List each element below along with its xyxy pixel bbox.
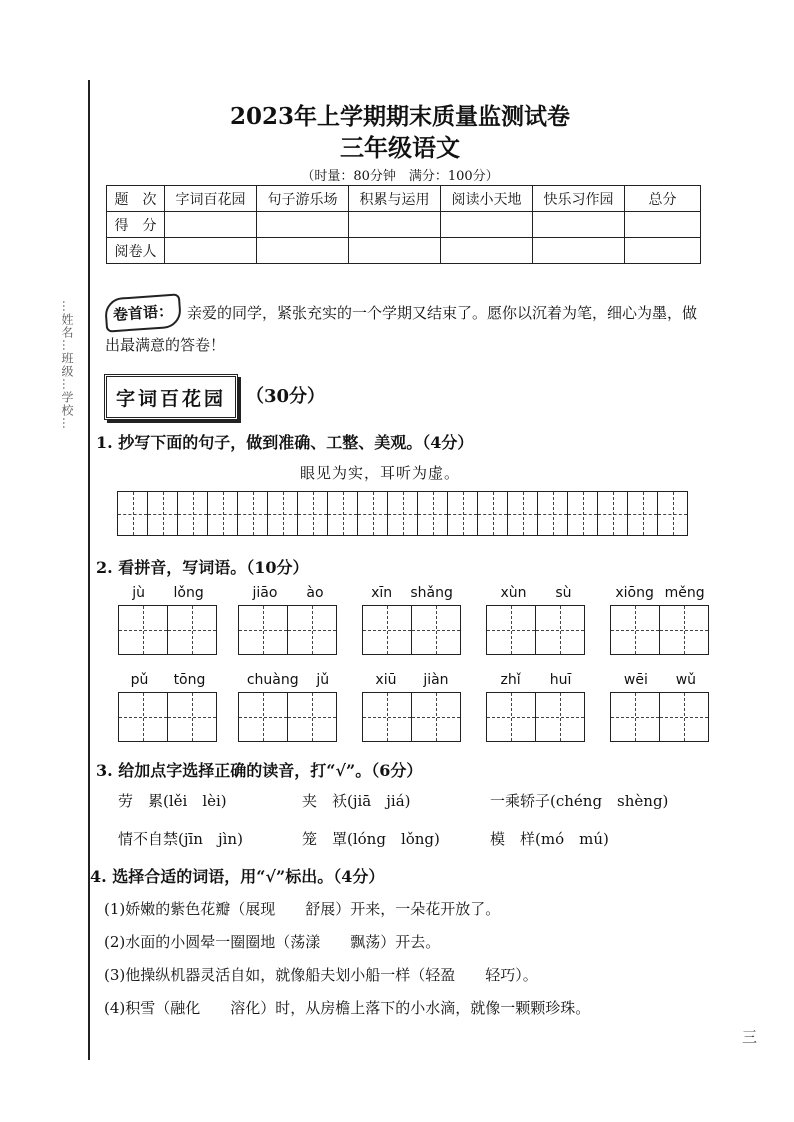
answer-box[interactable] [118,692,168,742]
answer-box[interactable] [362,692,412,742]
pinyin-label [362,672,462,692]
answer-box[interactable] [610,605,660,655]
pinyin-syllable: ào [306,585,324,601]
pinyin-item [362,585,462,655]
q4-line[interactable]: (4)积雪（融化 溶化）时，从房檐上落下的小水滴，就像一颗颗珍珠。 [104,999,591,1017]
answer-box[interactable] [287,605,337,655]
pinyin-syllable: huī [549,672,572,688]
q4-line[interactable]: (3)他操纵机器灵活自如，就像船夫划小船一样（轻盈 轻巧）。 [104,966,538,984]
score-header-cell: 积累与运用 [349,186,441,212]
score-cell[interactable] [349,238,441,264]
answer-box[interactable] [167,692,217,742]
pinyin-syllable: jiàn [423,672,449,688]
grid-cell[interactable] [387,491,418,536]
answer-box[interactable] [238,605,288,655]
pinyin-syllable: xùn [500,585,527,601]
pinyin-syllable: xiū [375,672,397,688]
pinyin-label [610,672,710,692]
pinyin-item [118,585,218,655]
pinyin-item [362,672,462,742]
answer-box[interactable] [411,692,461,742]
score-header-cell: 题 次 [107,186,165,212]
q4-line[interactable]: (2)水面的小圆晕一圈圈地（荡漾 飘荡）开去。 [104,933,441,951]
question-1 [96,430,473,453]
score-header-cell: 句子游乐场 [257,186,349,212]
preface-badge: 卷首语： [104,293,182,332]
pinyin-label [118,672,218,692]
grid-cell[interactable] [357,491,388,536]
score-table-row [107,212,701,238]
pinyin-syllable: jiāo [252,585,278,601]
question-4 [90,864,384,887]
pinyin-item [486,585,586,655]
pinyin-item [238,585,338,655]
pinyin-syllable: wǔ [675,672,697,688]
copy-sentence: 眼见为实，耳听为虚。 [300,464,461,482]
score-header-cell: 阅读小天地 [441,186,533,212]
pinyin-label [118,585,218,605]
pinyin-syllable: xiōng [615,585,654,601]
pinyin-syllable: wēi [623,672,648,688]
score-cell[interactable] [441,212,533,238]
grid-cell[interactable] [537,491,568,536]
q3-option[interactable]: 一乘轿子(chéng shèng) [490,792,669,810]
answer-box[interactable] [659,605,709,655]
answer-box[interactable] [167,605,217,655]
pinyin-answer-boxes[interactable] [238,605,338,655]
grid-cell[interactable] [117,491,148,536]
q3-option[interactable]: 模 样(mó mú) [490,830,609,848]
score-cell[interactable] [441,238,533,264]
grid-cell[interactable] [207,491,238,536]
pinyin-answer-boxes[interactable] [238,692,338,742]
q3-option[interactable]: 劳 累(lěi lèi) [118,792,227,810]
binding-line [88,80,90,1060]
q3-option[interactable]: 夹 袄(jiā jiá) [302,792,411,810]
question-2 [96,555,309,578]
score-header-cell: 字词百花园 [165,186,257,212]
grid-cell[interactable] [147,491,178,536]
section-title-box: 字词百花园 [104,374,238,420]
pinyin-syllable: měng [664,585,705,601]
answer-box[interactable] [610,692,660,742]
grid-cell[interactable] [567,491,598,536]
score-cell[interactable] [165,238,257,264]
q3-option[interactable]: 情不自禁(jīn jìn) [118,830,243,848]
binding-side-text: …姓名…班级…学校… [60,300,74,430]
pinyin-answer-boxes[interactable] [486,605,586,655]
pinyin-syllable: jǔ [316,672,330,688]
pinyin-syllable: zhǐ [500,672,521,688]
answer-box[interactable] [535,605,585,655]
answer-box[interactable] [535,692,585,742]
answer-box[interactable] [659,692,709,742]
score-cell[interactable] [625,238,701,264]
exam-title: 2023年上学期期末质量监测试卷 [229,103,570,130]
score-cell[interactable] [533,238,625,264]
grid-cell[interactable] [627,491,658,536]
grid-cell[interactable] [417,491,448,536]
pinyin-syllable: chuàng [246,672,299,688]
grid-cell[interactable] [267,491,298,536]
pinyin-syllable: sù [555,585,572,601]
answer-box[interactable] [411,605,461,655]
question-number: 2. [96,558,113,577]
answer-box[interactable] [118,605,168,655]
pinyin-label [238,585,338,605]
question-text: 给加点字选择正确的读音，打“√”。（6分） [118,761,423,780]
pinyin-item [238,672,338,742]
pinyin-label [362,585,462,605]
exam-meta: （时量：80分钟 满分：100分） [301,169,499,184]
writing-grid[interactable] [118,491,688,536]
pinyin-syllable: pǔ [130,672,149,688]
grid-cell[interactable] [657,491,688,536]
answer-box[interactable] [238,692,288,742]
pinyin-answer-boxes[interactable] [118,692,218,742]
q3-option[interactable]: 笼 罩(lóng lǒng) [302,830,440,848]
pinyin-answer-boxes[interactable] [486,692,586,742]
pinyin-item [610,585,710,655]
question-number: 3. [96,761,113,780]
pinyin-item [610,672,710,742]
page-corner-mark: 三 [742,1028,758,1046]
pinyin-label [610,585,710,605]
pinyin-answer-boxes[interactable] [118,605,218,655]
pinyin-item [118,672,218,742]
pinyin-answer-boxes[interactable] [610,605,710,655]
question-3 [96,758,422,781]
score-header-cell: 总分 [625,186,701,212]
question-text: 抄写下面的句子，做到准确、工整、美观。（4分） [118,433,474,452]
grid-cell[interactable] [447,491,478,536]
answer-box[interactable] [287,692,337,742]
pinyin-syllable: tōng [173,672,206,688]
score-cell[interactable] [165,212,257,238]
answer-box[interactable] [362,605,412,655]
pinyin-label [486,585,586,605]
score-cell[interactable] [625,212,701,238]
score-table-row [107,238,701,264]
grid-cell[interactable] [327,491,358,536]
preface [105,296,705,360]
score-table [106,185,701,264]
pinyin-syllable: xīn [371,585,393,601]
grid-cell[interactable] [507,491,538,536]
grid-cell[interactable] [297,491,328,536]
score-cell[interactable] [257,212,349,238]
score-header-cell: 快乐习作园 [533,186,625,212]
exam-subtitle: 三年级语文 [340,133,460,162]
score-cell[interactable] [257,238,349,264]
pinyin-answer-boxes[interactable] [362,692,462,742]
pinyin-label [238,672,338,692]
answer-box[interactable] [486,605,536,655]
q4-line[interactable]: (1)娇嫩的紫色花瓣（展现 舒展）开来，一朵花开放了。 [104,900,501,918]
grid-cell[interactable] [177,491,208,536]
grid-cell[interactable] [237,491,268,536]
pinyin-syllable: shǎng [410,585,453,601]
question-number: 1. [96,433,113,452]
score-cell[interactable] [533,212,625,238]
question-text: 选择合适的词语，用“√”标出。（4分） [112,867,385,886]
grid-cell[interactable] [477,491,508,536]
question-text: 看拼音，写词语。（10分） [118,558,309,577]
grid-cell[interactable] [597,491,628,536]
pinyin-item [486,672,586,742]
pinyin-syllable: jù [132,585,146,601]
answer-box[interactable] [486,692,536,742]
pinyin-label [486,672,586,692]
score-table-header-row [107,186,701,212]
score-row-label: 得 分 [107,212,165,238]
preface-text: 亲爱的同学，紧张充实的一个学期又结束了。愿你以沉着为笔，细心为墨，做出最满意的答卷！ [105,304,698,354]
question-number: 4. [90,867,107,886]
score-cell[interactable] [349,212,441,238]
section-score: （30分） [246,386,326,407]
pinyin-answer-boxes[interactable] [362,605,462,655]
pinyin-syllable: lǒng [173,585,204,601]
score-row-label: 阅卷人 [107,238,165,264]
pinyin-answer-boxes[interactable] [610,692,710,742]
